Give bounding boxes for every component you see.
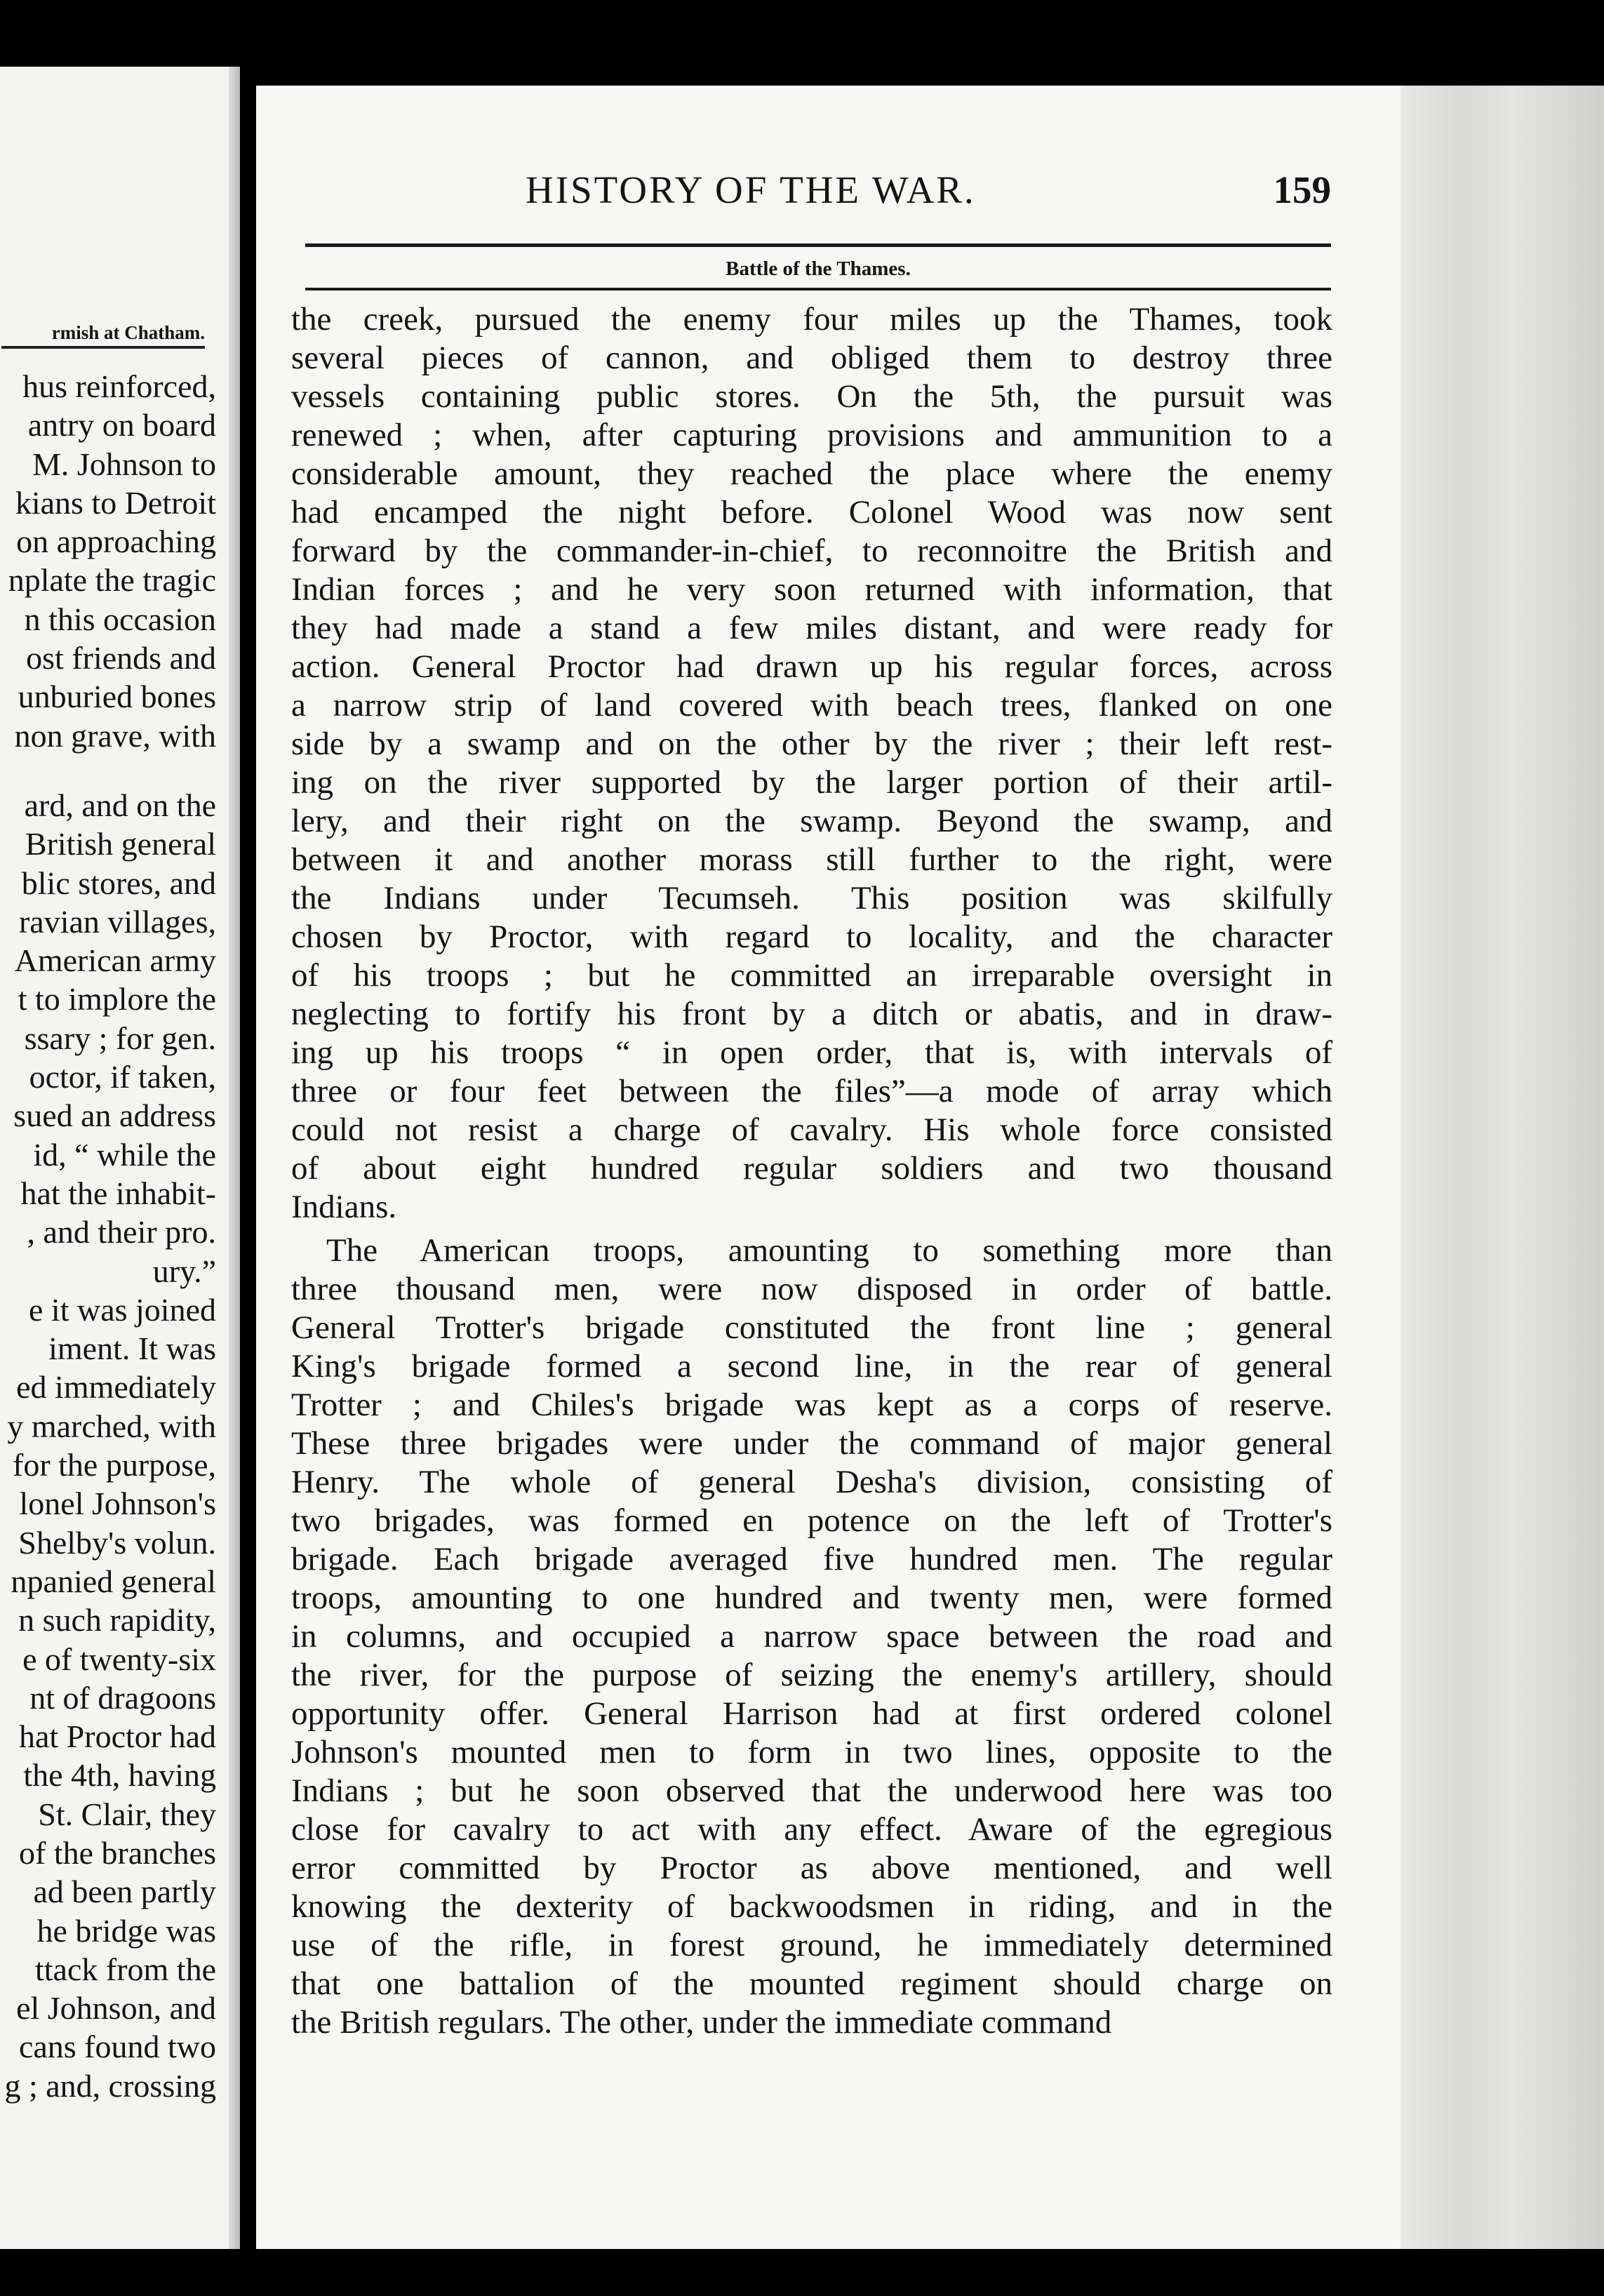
left-page-line: hat Proctor had xyxy=(18,1718,216,1755)
text-line: three thousand men, were now disposed in order of battle. xyxy=(291,1271,1332,1307)
page-number: 159 xyxy=(1273,168,1331,211)
left-page-line: ury.” xyxy=(152,1253,216,1289)
book-gutter xyxy=(229,67,240,2249)
paragraph-gap xyxy=(291,1227,1332,1232)
text-line: ing up his troops “ in open order, that is, with intervals of xyxy=(291,1034,1332,1071)
left-page-line: n this occasion xyxy=(24,601,216,637)
text-line: General Trotter's brigade constituted the front line ; general xyxy=(291,1309,1332,1346)
left-page-line: hat the inhabit- xyxy=(20,1175,216,1211)
text-line: Johnson's mounted men to form in two lines, opposite to the xyxy=(291,1734,1332,1770)
text-line: error committed by Proctor as above mentioned, and well xyxy=(291,1850,1332,1886)
left-page-line: sued an address xyxy=(13,1097,216,1134)
left-page-line: ravian villages, xyxy=(18,903,216,940)
left-page-line: nplate the tragic xyxy=(8,562,216,599)
text-line: between it and another morass still further to the right, were xyxy=(291,841,1332,878)
text-line: the Indians under Tecumseh. This position was skilfully xyxy=(291,880,1332,916)
left-page-paragraph-gap xyxy=(0,755,216,786)
text-line: lery, and their right on the swamp. Beyond the swamp, and xyxy=(291,803,1332,839)
left-page-line: g ; and, crossing xyxy=(4,2067,216,2104)
text-line: the British regulars. The other, under the immediate command xyxy=(291,2004,1112,2041)
left-page-running-head: rmish at Chatham. xyxy=(51,322,205,343)
header-rule-bottom xyxy=(305,288,1331,291)
text-line: the river, for the purpose of seizing the enemy's artillery, should xyxy=(291,1657,1332,1693)
left-page-line: British general xyxy=(25,826,216,862)
text-line: vessels containing public stores. On the 5th, the pursuit was xyxy=(291,378,1332,415)
left-page-line: ard, and on the xyxy=(24,787,216,823)
text-line: troops, amounting to one hundred and twenty men, were formed xyxy=(291,1580,1332,1616)
text-line: of about eight hundred regular soldiers and two thousand xyxy=(291,1150,1332,1187)
left-page-line: on approaching xyxy=(16,523,216,560)
text-line: three or four feet between the files”—a mode of array which xyxy=(291,1073,1332,1109)
running-head xyxy=(256,168,1519,224)
text-line: Henry. The whole of general Desha's division, consisting of xyxy=(291,1464,1332,1500)
text-line: neglecting to fortify his front by a ditch or abatis, and in draw- xyxy=(291,996,1332,1032)
left-page-line: of the branches xyxy=(19,1834,216,1871)
left-page-line: ed immediately xyxy=(16,1369,216,1406)
page-edge-shadow xyxy=(1401,86,1604,2249)
text-line: King's brigade formed a second line, in the rear of general xyxy=(291,1348,1332,1384)
left-page-line: ttack from the xyxy=(34,1951,216,1987)
text-line: Indians ; but he soon observed that the underwood here was too xyxy=(291,1773,1332,1809)
left-page-line: el Johnson, and xyxy=(16,1990,216,2027)
left-page-line: non grave, with xyxy=(14,717,216,754)
text-line: forward by the commander-in-chief, to reconnoitre the British and xyxy=(291,533,1332,569)
text-line: knowing the dexterity of backwoodsmen in riding, and in the xyxy=(291,1888,1332,1925)
body-text xyxy=(291,300,1332,2042)
text-line: use of the rifle, in forest ground, he immediately determined xyxy=(291,1927,1332,1963)
left-page-line: ad been partly xyxy=(33,1874,216,1910)
left-page-line: blic stores, and xyxy=(21,865,216,901)
left-page-line: American army xyxy=(14,942,216,979)
right-page xyxy=(256,86,1604,2249)
text-line: These three brigades were under the command of major general xyxy=(291,1425,1332,1462)
text-line: renewed ; when, after capturing provisions and ammunition to a xyxy=(291,417,1332,453)
left-page-text-column xyxy=(0,367,216,2105)
left-page-line: M. Johnson to xyxy=(32,446,216,482)
text-line: considerable amount, they reached the place where the enemy xyxy=(291,455,1332,492)
text-line: that one battalion of the mounted regiment should charge on xyxy=(291,1965,1332,2002)
left-page-line: ost friends and xyxy=(26,640,216,676)
left-page-line: , and their pro. xyxy=(27,1214,216,1250)
text-line: a narrow strip of land covered with beach trees, flanked on one xyxy=(291,687,1332,723)
text-line: several pieces of cannon, and obliged them to destroy three xyxy=(291,340,1332,376)
text-line: close for cavalry to act with any effect. Aware of the egregious xyxy=(291,1811,1332,1848)
left-page-line: e it was joined xyxy=(29,1291,216,1328)
left-page-line: nt of dragoons xyxy=(29,1679,216,1716)
text-line: opportunity offer. General Harrison had at first ordered colonel xyxy=(291,1695,1332,1732)
text-line: of his troops ; but he committed an irreparable oversight in xyxy=(291,957,1332,994)
text-line: chosen by Proctor, with regard to locality, and the character xyxy=(291,919,1332,955)
text-line: they had made a stand a few miles distant, and were ready for xyxy=(291,610,1332,646)
left-page-line: id, “ while the xyxy=(33,1136,216,1173)
left-page-line: hus reinforced, xyxy=(22,368,216,404)
left-page-line: Shelby's volun. xyxy=(18,1524,216,1561)
left-page-line: antry on board xyxy=(27,407,216,443)
left-page-line: lonel Johnson's xyxy=(19,1486,216,1522)
left-page-line: octor, if taken, xyxy=(29,1059,216,1095)
left-page-line: n such rapidity, xyxy=(18,1602,216,1638)
text-line: Indians. xyxy=(291,1189,397,1225)
left-page-header xyxy=(0,249,210,347)
left-page-line: St. Clair, they xyxy=(38,1796,216,1832)
text-line: two brigades, was formed en potence on the left of Trotter's xyxy=(291,1502,1332,1539)
left-page-line: kians to Detroit xyxy=(15,484,216,521)
text-line: ing on the river supported by the larger portion of their artil- xyxy=(291,764,1332,801)
left-page-line: unburied bones xyxy=(18,679,216,715)
text-line: in columns, and occupied a narrow space between the road and xyxy=(291,1618,1332,1655)
running-title: HISTORY OF THE WAR. xyxy=(526,168,976,211)
text-line: action. General Proctor had drawn up his regular forces, across xyxy=(291,648,1332,685)
left-page-line: the 4th, having xyxy=(23,1757,216,1794)
header-rule-top xyxy=(305,243,1331,247)
section-heading: Battle of the Thames. xyxy=(726,258,911,280)
left-page-line: he bridge was xyxy=(36,1912,216,1949)
left-page-line: e of twenty-six xyxy=(22,1641,216,1677)
text-line: had encamped the night before. Colonel Wood was now sent xyxy=(291,494,1332,530)
text-line: brigade. Each brigade averaged five hundred men. The regular xyxy=(291,1541,1332,1577)
text-line: The American troops, amounting to something more than xyxy=(326,1232,1332,1269)
text-line: Indian forces ; and he very soon returned with information, that xyxy=(291,571,1332,608)
left-page-line: cans found two xyxy=(18,2029,216,2065)
left-page-line: t to implore the xyxy=(18,981,216,1017)
left-page-line: iment. It was xyxy=(48,1330,216,1367)
left-page-line: for the purpose, xyxy=(13,1447,216,1483)
text-line: the creek, pursued the enemy four miles up the Thames, took xyxy=(291,301,1332,338)
left-page-line: y marched, with xyxy=(7,1408,216,1444)
left-page-line: npanied general xyxy=(11,1563,216,1599)
text-line: side by a swamp and on the other by the river ; their left rest- xyxy=(291,726,1332,762)
left-facing-page xyxy=(0,67,240,2249)
left-page-line: ssary ; for gen. xyxy=(24,1020,216,1056)
text-line: Trotter ; and Chiles's brigade was kept as a corps of reserve. xyxy=(291,1387,1332,1423)
text-line: could not resist a charge of cavalry. His whole force consisted xyxy=(291,1112,1332,1148)
left-page-header-rule xyxy=(1,346,205,349)
